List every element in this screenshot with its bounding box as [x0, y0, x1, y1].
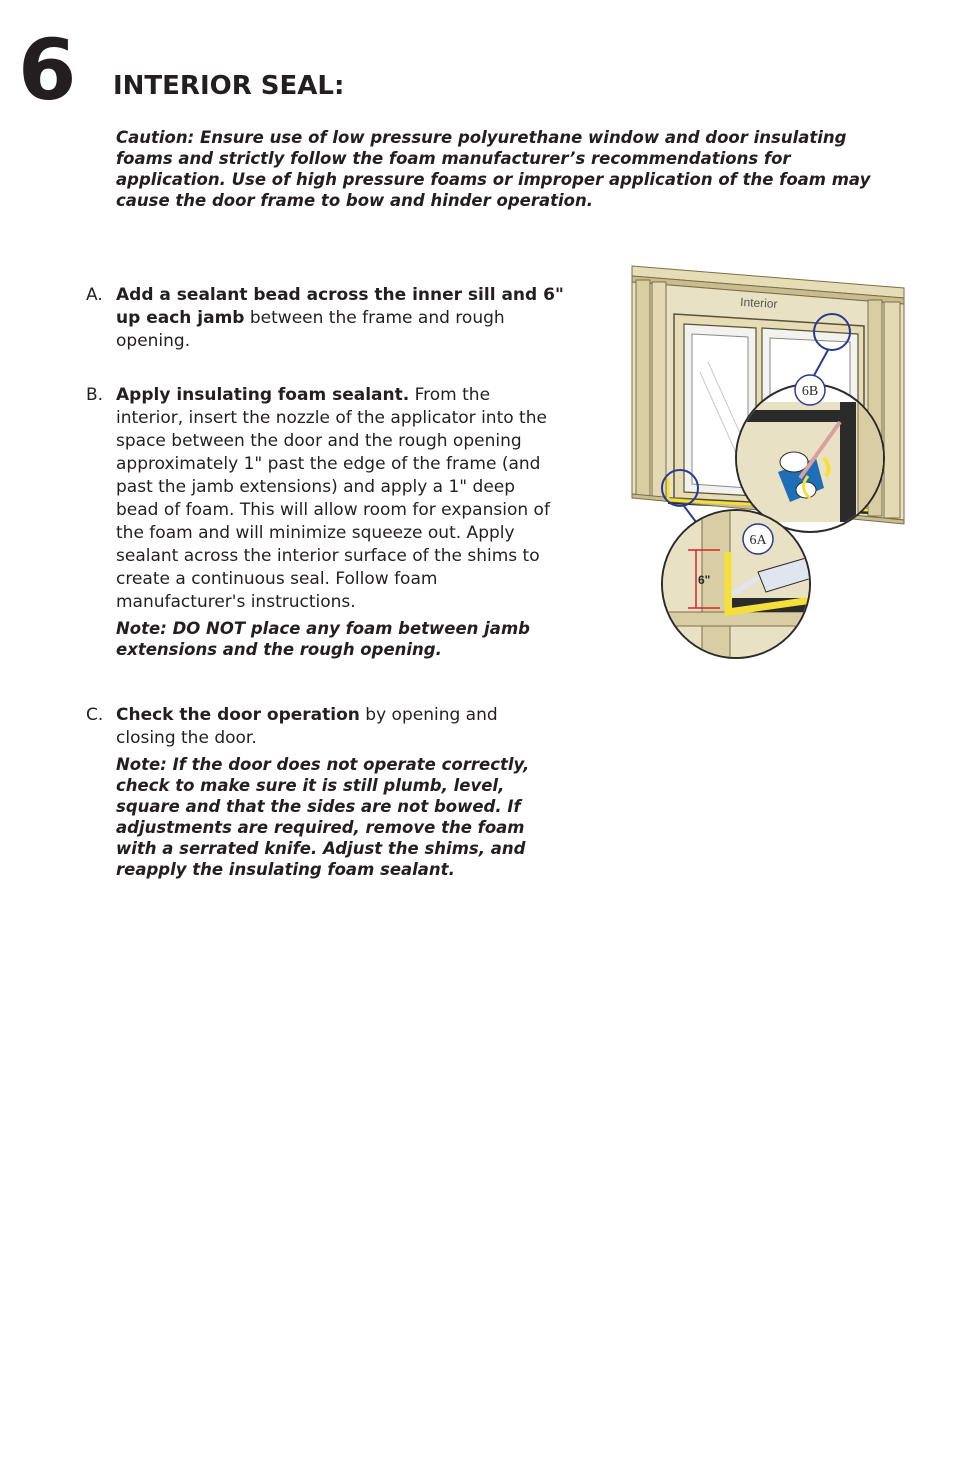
- step-heading: Add a sealant bead across the inner sill and 6" up each jamb: [116, 285, 564, 328]
- left-stud-inner: [652, 282, 666, 498]
- step-body: [116, 284, 576, 353]
- callout-6a-detail: [662, 510, 812, 660]
- step-note: Note: If the door does not operate correctly, check to make sure it is still plumb, level, square and that the sides are not bowed. If adjustments are required, remove the foam with a serrated knife. Adjust the shims, and reapply the insulating foam sealant.: [116, 755, 530, 879]
- step-c: [86, 704, 558, 880]
- dimension-label: 6": [698, 573, 711, 587]
- step-a: [86, 284, 576, 353]
- step-text: From the interior, insert the nozzle of the applicator into the space between the door and the rough opening approximately 1" past the edge of the frame (and past the jamb extensions) and apply a 1" deep bead of foam. This will allow room for expansion of the foam and will minimize squeeze out. Apply sealant across the interior surface of the shims to create a continuous seal. Follow foam manufacturer's instructions.: [116, 385, 550, 612]
- step-letter: C.: [86, 705, 104, 725]
- step-text: between the frame and rough opening.: [116, 308, 505, 351]
- step-body: [116, 384, 558, 614]
- interior-seal-diagram: [628, 262, 906, 660]
- callout-label-6a: 6A: [749, 533, 767, 548]
- callout-label-6b: 6B: [801, 384, 819, 399]
- step-heading: Apply insulating foam sealant.: [116, 385, 410, 405]
- step-note: Note: DO NOT place any foam between jamb extensions and the rough opening.: [116, 619, 530, 659]
- step-text: by opening and closing the door.: [116, 705, 498, 748]
- step-b: [86, 384, 558, 660]
- caution-text: Caution: Ensure use of low pressure polyurethane window and door insulating foams and strictly follow the foam manufacturer’s recommendations for application. Use of high pressure foams or improper application of the foam may cause the door frame to bow and hinder operation.: [116, 128, 871, 210]
- step-body: [116, 704, 558, 750]
- right-stud-outer: [884, 302, 900, 518]
- interior-label: Interior: [739, 295, 778, 311]
- left-stud: [636, 280, 650, 498]
- step-number: 6: [18, 21, 75, 119]
- step-letter: A.: [86, 285, 103, 305]
- step-letter: B.: [86, 385, 104, 405]
- step-heading: Check the door operation: [116, 705, 360, 725]
- page-title: INTERIOR SEAL:: [113, 71, 345, 101]
